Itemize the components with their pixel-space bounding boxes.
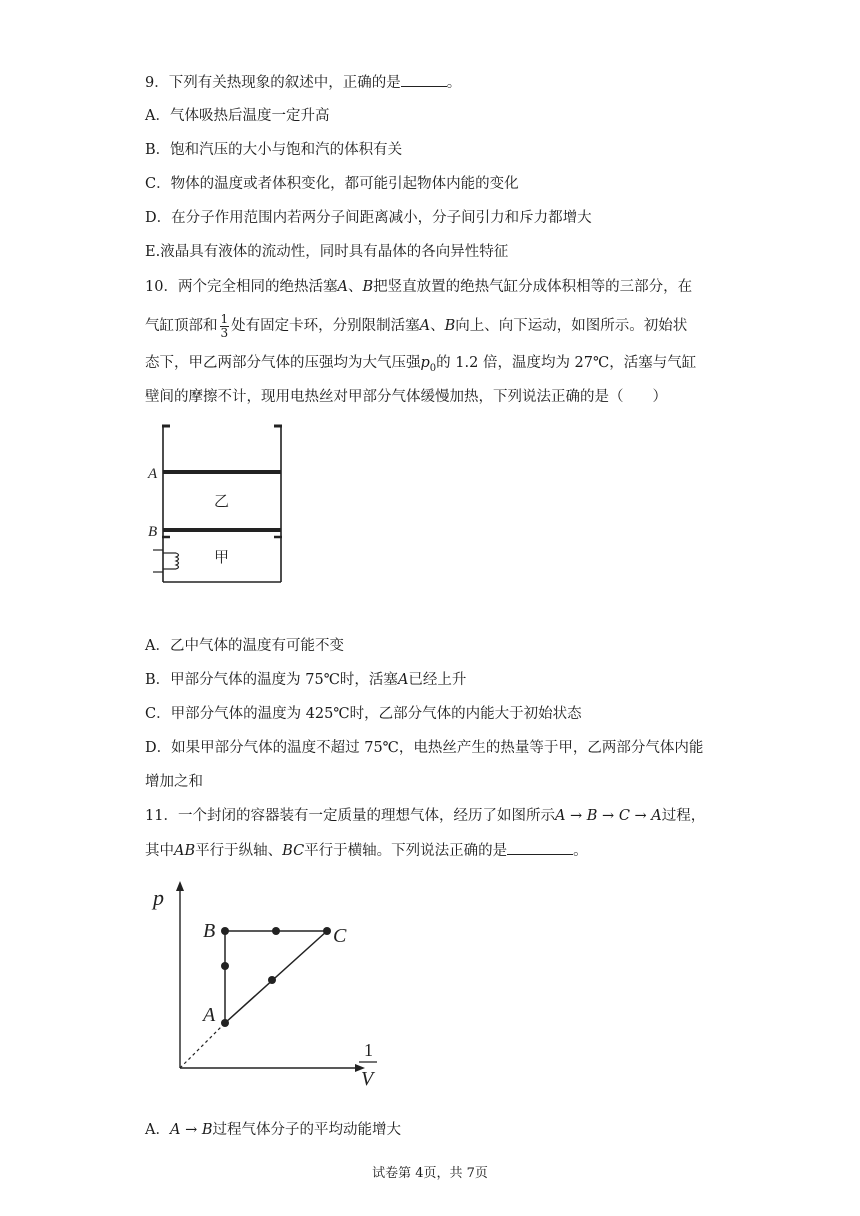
piston-b — [163, 528, 281, 532]
label-piston-a: A — [148, 466, 158, 482]
label-chamber-jia: 甲 — [214, 550, 230, 566]
answer-blank — [507, 840, 573, 855]
label-chamber-yi: 乙 — [214, 494, 230, 510]
heating-coil-icon — [153, 550, 179, 572]
q10-option-a: A．乙中气体的温度有可能不变 — [145, 638, 344, 654]
q9-option-d: D．在分子作用范围内若两分子间距离减小，分子间引力和斥力都增大 — [145, 210, 592, 226]
q11-stem-line2: 其中AB平行于纵轴、BC平行于横轴。下列说法正确的是 。 — [145, 840, 588, 861]
point-a — [221, 1019, 229, 1027]
point-ca-mid — [268, 976, 276, 984]
q9-option-b: B．饱和汽压的大小与饱和汽的体积有关 — [145, 142, 403, 158]
piston-a — [163, 470, 281, 474]
q9-option-e: E.液晶具有液体的流动性，同时具有晶体的各向异性特征 — [145, 244, 509, 260]
q10-stem-line1: 10．两个完全相同的绝热活塞A、B把竖直放置的绝热气缸分成体积相等的三部分，在 — [145, 279, 693, 295]
point-label-b: B — [203, 920, 216, 942]
q10-option-d-line2: 增加之和 — [145, 774, 203, 790]
q10-option-c: C．甲部分气体的温度为 425℃时，乙部分气体的内能大于初始状态 — [145, 706, 582, 722]
point-ab-mid — [221, 962, 229, 970]
q9-option-c: C．物体的温度或者体积变化，都可能引起物体内能的变化 — [145, 176, 519, 192]
q9-stem: 9．下列有关热现象的叙述中，正确的是 。 — [145, 72, 461, 93]
axis-label-p: p — [153, 885, 164, 910]
q10-stem-line4: 壁间的摩擦不计，现用电热丝对甲部分气体缓慢加热，下列说法正确的是（ ） — [145, 389, 667, 405]
q10-stem-line3: 态下，甲乙两部分气体的压强均为大气压强$p_0$的 1.2 倍，温度均为 27℃，活塞与气缸 — [145, 355, 697, 374]
point-b — [221, 927, 229, 935]
cylinder-figure — [140, 420, 300, 590]
point-label-c: C — [333, 925, 347, 947]
answer-blank — [401, 72, 447, 87]
q11-stem-line1: 11．一个封闭的容器装有一定质量的理想气体，经历了如图所示A → B → C → A过程， — [145, 808, 706, 824]
pv-graph — [145, 875, 395, 1095]
axis-label-x-den: V — [361, 1068, 374, 1090]
q10-option-b: B．甲部分气体的温度为 75℃时，活塞A已经上升 — [145, 672, 467, 688]
q10-option-d-line1: D．如果甲部分气体的温度不超过 75℃，电热丝产生的热量等于甲，乙两部分气体内能 — [145, 740, 704, 756]
label-piston-b: B — [148, 524, 158, 540]
point-label-a: A — [203, 1004, 216, 1026]
q11-option-a: A．A → B过程气体分子的平均动能增大 — [145, 1122, 401, 1138]
axis-label-x-num: 1 — [364, 1040, 373, 1060]
fraction-one-third: $\frac{1}{3}$ — [220, 311, 229, 340]
point-bc-mid — [272, 927, 280, 935]
q9-option-a: A．气体吸热后温度一定升高 — [145, 108, 330, 124]
point-c — [323, 927, 331, 935]
q10-stem-line2: 气缸顶部和 $\frac{1}{3}$ 处有固定卡环，分别限制活塞A、B向上、向下运动，如图所示。初始状 — [145, 311, 688, 340]
page-footer: 试卷第 4页，共 7页 — [372, 1166, 488, 1181]
